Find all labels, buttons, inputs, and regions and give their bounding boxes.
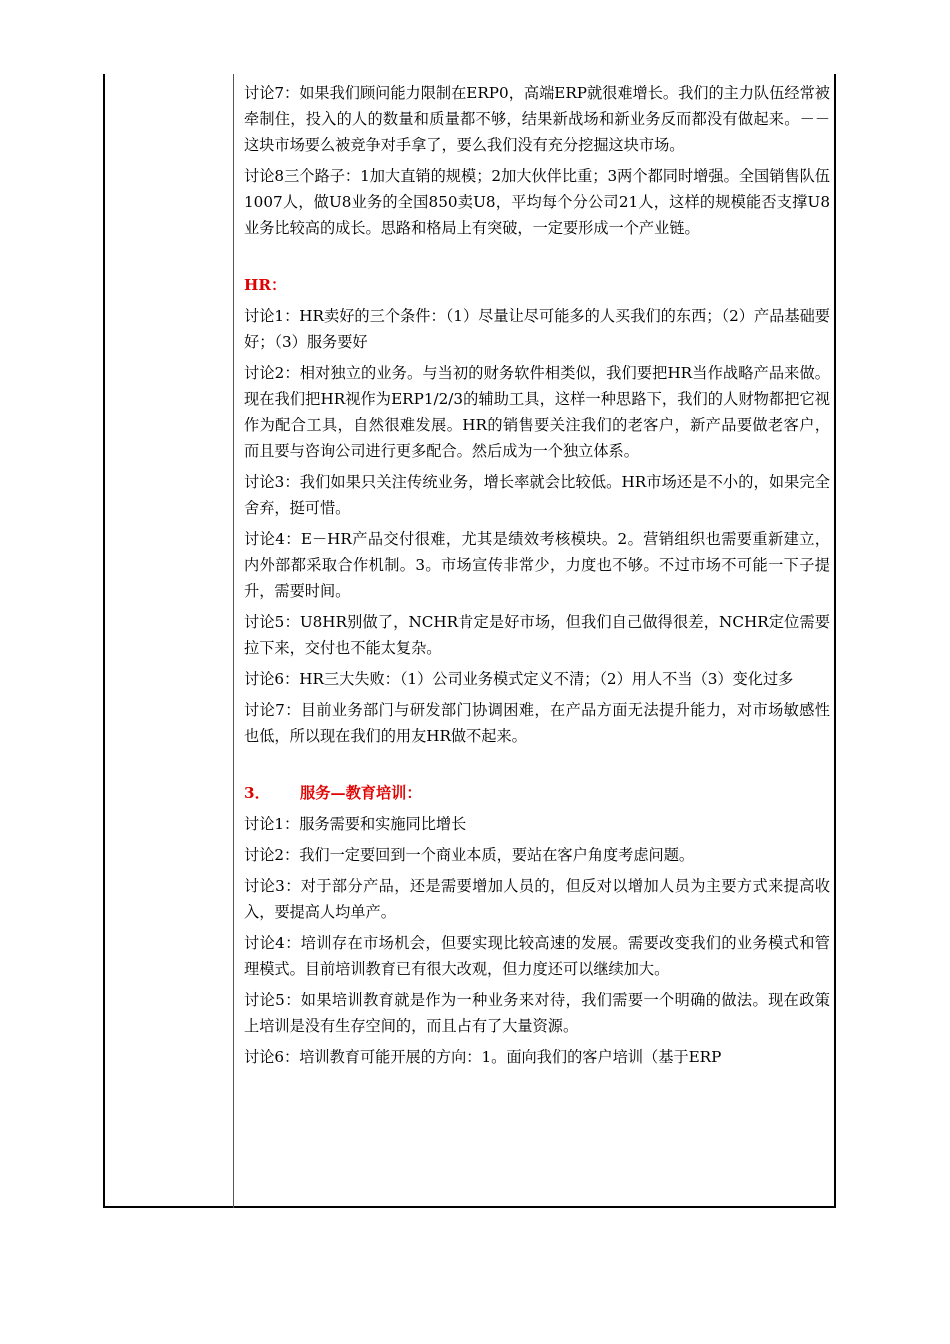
- section-spacer: [244, 246, 830, 272]
- section-spacer: [244, 754, 830, 780]
- erp-discussion-8: 讨论8三个路子：1加大直销的规模；2加大伙伴比重；3两个都同时增强。全国销售队伍1007人，做U8业务的全国850卖U8，平均每个分公司21人，这样的规模能否支撑U8业务比较高的成长。思路和格局上有突破，一定要形成一个产业链。: [244, 167, 830, 237]
- hr-discussion-4: 讨论4：E－HR产品交付很难，尤其是绩效考核模块。2。营销组织也需要重新建立，内外部都采取合作机制。3。市场宣传非常少，力度也不够。不过市场不可能一下子提升，需要时间。: [244, 530, 830, 600]
- hr-discussion-7: 讨论7：目前业务部门与研发部门协调困难，在产品方面无法提升能力，对市场敏感性也低，所以现在我们的用友HR做不起来。: [244, 701, 830, 745]
- hr-discussion-6: 讨论6：HR三大失败：（1）公司业务模式定义不清；（2）用人不当（3）变化过多: [244, 670, 794, 688]
- service-discussion-5: 讨论5：如果培训教育就是作为一种业务来对待，我们需要一个明确的做法。现在政策上培训是没有生存空间的，而且占有了大量资源。: [244, 991, 830, 1035]
- hr-discussion-2: 讨论2：相对独立的业务。与当初的财务软件相类似，我们要把HR当作战略产品来做。现在我们把HR视作为ERP1/2/3的辅助工具，这样一种思路下，我们的人财物都把它视作为配合工具，自然很难发展。HR的销售要关注我们的老客户，新产品要做老客户，而且要与咨询公司进行更多配合。然后成为一个独立体系。: [244, 364, 830, 460]
- service-heading: [244, 780, 830, 806]
- service-heading-number: 3．: [244, 784, 270, 802]
- hr-discussion-3: 讨论3：我们如果只关注传统业务，增长率就会比较低。HR市场还是不小的，如果完全舍弃，挺可惜。: [244, 473, 830, 517]
- erp-discussion-7: 讨论7：如果我们顾问能力限制在ERP0，高端ERP就很难增长。我们的主力队伍经常被牵制住，投入的人的数量和质量都不够，结果新战场和新业务反而都没有做起来。－－这块市场要么被竞争对手拿了，要么我们没有充分挖掘这块市场。: [244, 84, 830, 154]
- service-discussion-1: 讨论1：服务需要和实施同比增长: [244, 815, 467, 833]
- hr-discussion-1: 讨论1：HR卖好的三个条件：（1）尽量让尽可能多的人买我们的东西；（2）产品基础要好；（3）服务要好: [244, 307, 830, 351]
- service-discussion-2: 讨论2：我们一定要回到一个商业本质，要站在客户角度考虑问题。: [244, 846, 695, 864]
- column-divider: [233, 74, 234, 1208]
- discussion-content: [244, 80, 830, 1075]
- service-discussion-6: 讨论6：培训教育可能开展的方向：1。面向我们的客户培训（基于ERP: [244, 1048, 722, 1066]
- service-discussion-4: 讨论4：培训存在市场机会，但要实现比较高速的发展。需要改变我们的业务模式和管理模式。目前培训教育已有很大改观，但力度还可以继续加大。: [244, 934, 830, 978]
- service-discussion-3: 讨论3：对于部分产品，还是需要增加人员的，但反对以增加人员为主要方式来提高收入，要提高人均单产。: [244, 877, 830, 921]
- hr-heading: HR：: [244, 276, 287, 294]
- service-heading-text: 服务—教育培训：: [300, 784, 422, 802]
- hr-discussion-5: 讨论5：U8HR别做了，NCHR肯定是好市场，但我们自己做得很差，NCHR定位需要拉下来，交付也不能太复杂。: [244, 613, 830, 657]
